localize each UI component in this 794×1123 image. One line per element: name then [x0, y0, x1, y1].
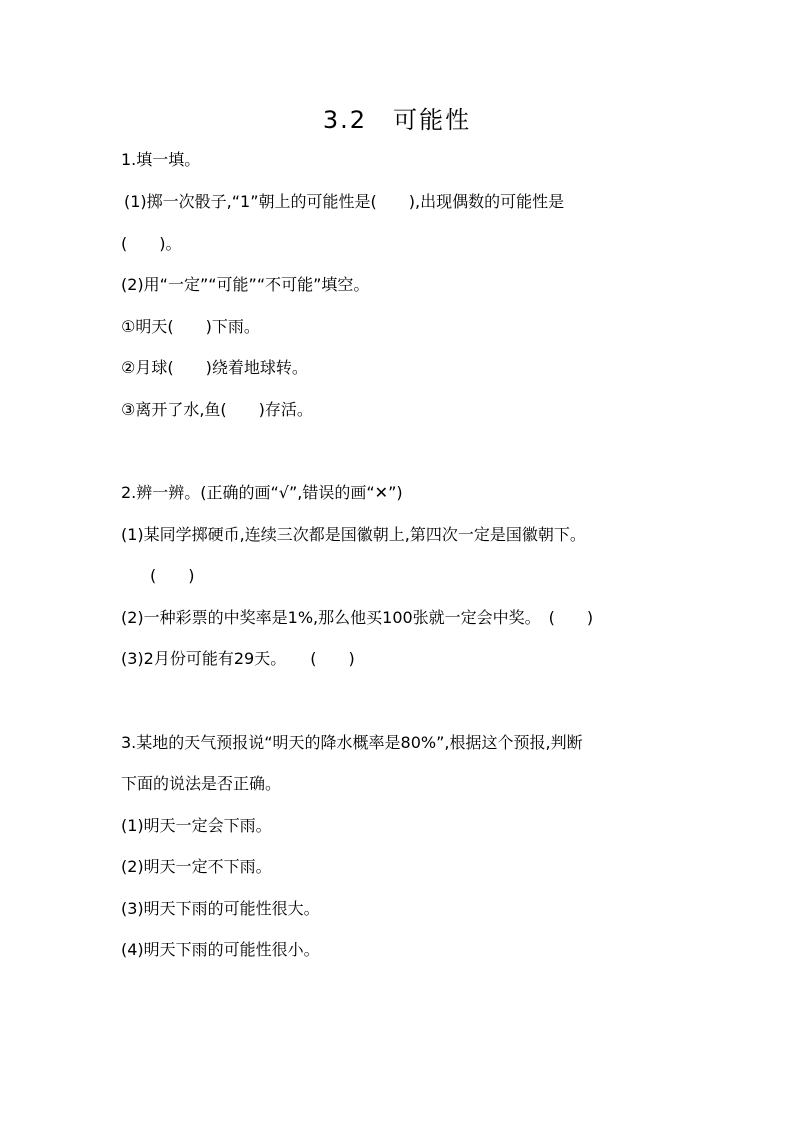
q3-sub1: (1)明天一定会下雨。	[121, 816, 272, 835]
q3-heading-line2: 下面的说法是否正确。	[121, 774, 282, 793]
q3-heading-line1: 3.某地的天气预报说“明天的降水概率是80%”,根据这个预报,判断	[121, 733, 583, 752]
q2-heading: 2.辨一辨。(正确的画“√”,错误的画“✕”)	[121, 483, 403, 502]
q1-item2: ②月球( )绕着地球转。	[121, 358, 308, 377]
q1-item1: ①明天( )下雨。	[121, 317, 260, 336]
q3-sub3: (3)明天下雨的可能性很大。	[121, 899, 320, 918]
q3-sub2: (2)明天一定不下雨。	[121, 857, 272, 876]
q2-sub3: (3)2月份可能有29天。 ( )	[121, 649, 355, 668]
q3-sub4: (4)明天下雨的可能性很小。	[121, 940, 320, 959]
page-title: 3.2 可能性	[322, 106, 472, 134]
q1-sub2: (2)用“一定”“可能”“不可能”填空。	[121, 275, 370, 294]
q2-sub1-blank: ( )	[150, 566, 195, 585]
q2-sub2: (2)一种彩票的中奖率是1%,那么他买100张就一定会中奖。 ( )	[121, 608, 594, 627]
q1-sub1-line2: ( )。	[121, 234, 182, 253]
q1-sub1-line1: (1)掷一次骰子,“1”朝上的可能性是( ),出现偶数的可能性是	[124, 192, 565, 211]
q2-sub1: (1)某同学掷硬币,连续三次都是国徽朝上,第四次一定是国徽朝下。	[121, 525, 586, 544]
q1-item3: ③离开了水,鱼( )存活。	[121, 400, 313, 419]
q1-heading: 1.填一填。	[121, 150, 201, 169]
